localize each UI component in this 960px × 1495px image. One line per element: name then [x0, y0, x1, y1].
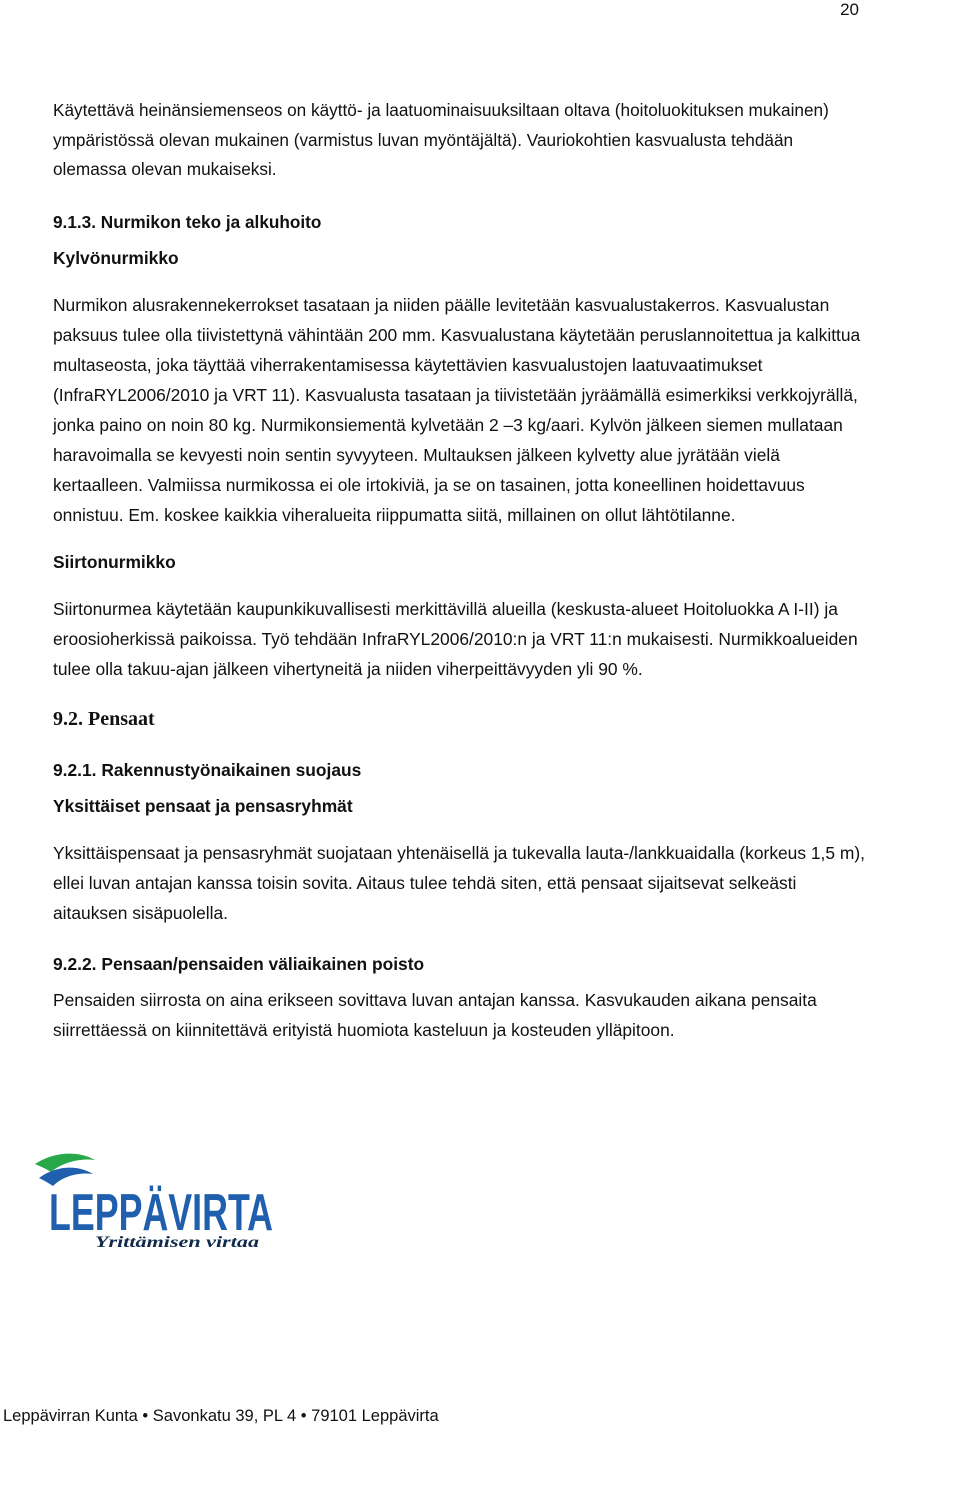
heading-9-2-2: 9.2.2. Pensaan/pensaiden väliaikainen poisto [53, 953, 425, 974]
paragraph-siirtonurmikko: Siirtonurmea käytetään kaupunkikuvallisesti merkittävillä alueilla (keskusta-alueet Hoitoluokka A I-II) ja eroosioherkissä paikoissa. Työ tehdään InfraRYL2006/2010:n ja VRT 11:n mukaisesti. Nurmikkoalueiden tulee olla takuu-ajan jälkeen vihertyneitä ja niiden viherpeittävyyden yli 90 %. [53, 598, 858, 679]
heading-9-2: 9.2. Pensaat [53, 707, 155, 730]
heading-kylvonurmikko: Kylvönurmikko [53, 247, 179, 268]
page-number: 20 [840, 0, 859, 19]
logo-slogan: Yrittämisen virtaa [95, 1234, 259, 1250]
leppavirta-logo-graphic [33, 1150, 278, 1250]
heading-9-1-3: 9.1.3. Nurmikon teko ja alkuhoito [53, 211, 322, 232]
paragraph-pensaat-suojaus: Yksittäispensaat ja pensasryhmät suojataan yhtenäisellä ja tukevalla lauta-/lankkuaidalla (korkeus 1,5 m), ellei luvan antajan kanssa toisin sovita. Aitaus tulee tehdä siten, että pensaat sijaitsevat selkeästi aitauksen sisäpuolella. [53, 842, 866, 923]
leppavirta-logo [33, 1150, 278, 1250]
heading-yksittaiset-pensaat: Yksittäiset pensaat ja pensasryhmät [53, 795, 353, 816]
document-body [53, 96, 868, 1045]
logo-wordmark: LEPPÄVIRTA [49, 1184, 273, 1242]
paragraph-pensaat-poisto: Pensaiden siirrosta on aina erikseen sovittava luvan antajan kanssa. Kasvukauden aikana pensaita siirrettäessä on kiinnitettävä erityistä huomiota kasteluun ja kosteuden ylläpitoon. [53, 989, 817, 1040]
paragraph-kylvonurmikko: Nurmikon alusrakennekerrokset tasataan ja niiden päälle levitetään kasvualustakerros. Kasvualustan paksuus tulee olla tiivistettynä vähintään 200 mm. Kasvualustana käytetään peruslannoitettua ja kalkittua multaseosta, joka täyttää viherrakentamisessa käytettävien kasvualustojen laatuvaatimukset (InfraRYL2006/2010 ja VRT 11). Kasvualusta tasataan ja tiivistetään jyräämällä esimerkiksi verkkojyrällä, jonka paino on noin 80 kg. Nurmikonsiementä kylvetään 2 –3 kg/aari. Kylvön jälkeen siemen mullataan haravoimalla se kevyesti noin sentin syvyyteen. Multauksen jälkeen kylvetty alue jyrätään vielä kertaalleen. Valmiissa nurmikossa ei ole irtokiviä, ja se on tasainen, jotta koneellinen hoidettavuus onnistuu. Em. koskee kaikkia viheralueita riippumatta siitä, millainen on ollut lähtötilanne. [53, 294, 861, 525]
footer-address: Leppävirran Kunta • Savonkatu 39, PL 4 • 79101 Leppävirta [3, 1407, 439, 1425]
heading-siirtonurmikko: Siirtonurmikko [53, 551, 176, 572]
paragraph-seed-mix: Käytettävä heinänsiemenseos on käyttö- ja laatuominaisuuksiltaan oltava (hoitoluokituksen mukainen) ympäristössä olevan mukainen (varmistus luvan myöntäjältä). Vauriokohtien kasvualusta tehdään olemassa olevan mukaiseksi. [53, 100, 829, 179]
heading-9-2-1: 9.2.1. Rakennustyönaikainen suojaus [53, 759, 362, 780]
